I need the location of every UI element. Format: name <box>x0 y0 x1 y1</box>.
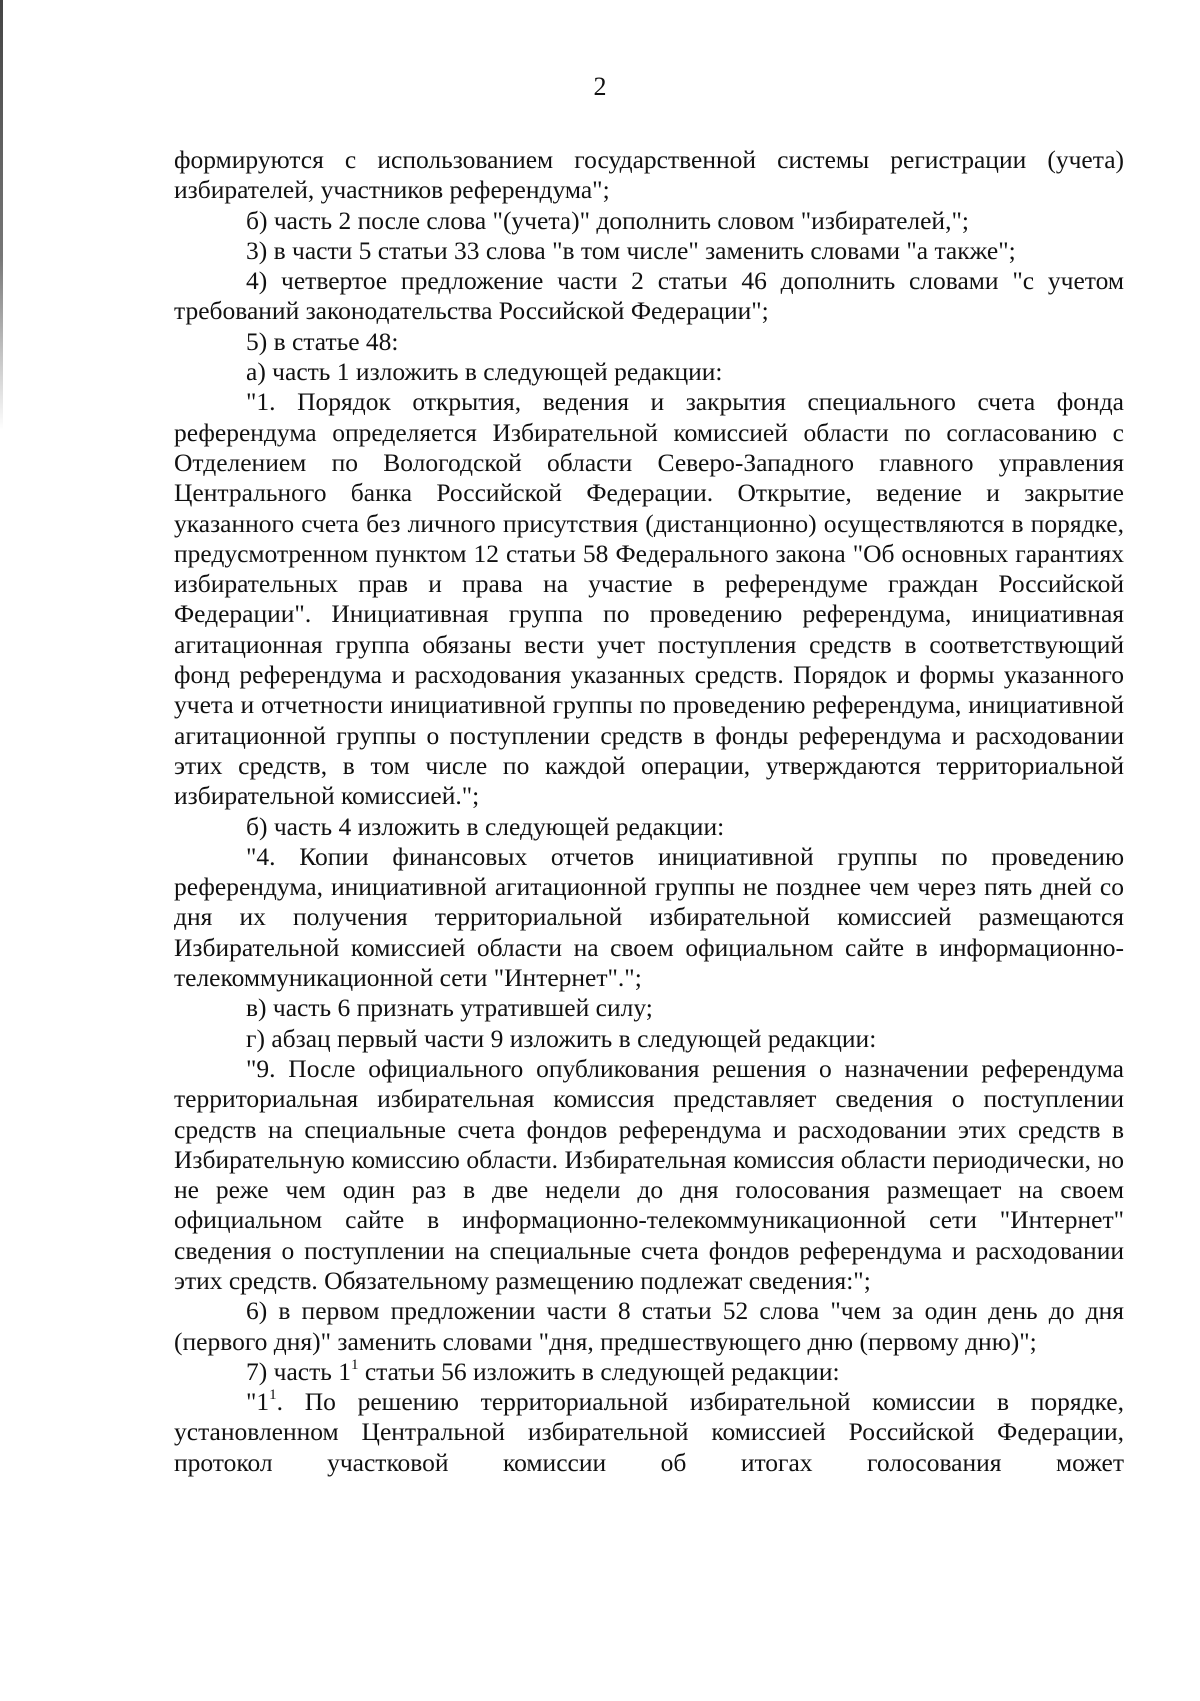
item7-text-superscript: 1 <box>269 1387 277 1404</box>
paragraph-item-g: г) абзац первый части 9 изложить в следующей редакции: <box>246 1023 877 1053</box>
paragraph-part1-text: "1. Порядок открытия, ведения и закрытия специального счета фонда референдума определяется Избирательной комиссией области по согласованию с Отделением по Вологодской области Северо-Западного главного управления Центрального банка Российской Федерации. Открытие, ведение и закрытие указанного счета без личного присутствия (дистанционно) осуществляются в порядке, предусмотренном пунктом 12 статьи 58 Федерального закона "Об основных гарантиях избирательных прав и права на участие в референдуме граждан Российской Федерации". Инициативная группа по проведению референдума, инициативная агитационная группа обязаны вести учет поступления средств в соответствующий фонд референдума и расходования указанных средств. Порядок и формы указанного учета и отчетности инициативной группы по проведению референдума, инициативной агитационной группы о поступлении средств в фонды референдума и расходовании этих средств, в том числе по каждой операции, утверждаются территориальной избирательной комиссией."; <box>174 387 1124 811</box>
scan-edge-artifact <box>0 0 3 430</box>
item7-after: статьи 56 изложить в следующей редакции: <box>358 1356 840 1386</box>
paragraph-item-3: 3) в части 5 статьи 33 слова "в том числе" заменить словами "а также"; <box>246 235 1016 265</box>
paragraph-part1-1-text <box>174 1387 1124 1478</box>
item7-before: 7) часть 1 <box>246 1356 351 1386</box>
document-body <box>174 145 1124 1478</box>
item7-text-before: "1 <box>246 1387 270 1417</box>
paragraph-item-a: а) часть 1 изложить в следующей редакции: <box>246 357 723 387</box>
item7-superscript: 1 <box>350 1356 359 1373</box>
paragraph-item-7 <box>174 1357 1124 1387</box>
page-number: 2 <box>593 72 607 101</box>
paragraph-item-5: 5) в статье 48: <box>246 326 399 356</box>
paragraph-item-4: 4) четвертое предложение части 2 статьи 46 дополнить словами "с учетом требований законодательства Российской Федерации"; <box>174 266 1124 326</box>
paragraph-item-b-part2: б) часть 2 после слова "(учета)" дополнить словом "избирателей,"; <box>246 205 969 235</box>
paragraph-continuation: формируются с использованием государственной системы регистрации (учета) избирателей, участников референдума"; <box>174 145 1124 205</box>
paragraph-item-b-part4: б) часть 4 изложить в следующей редакции: <box>246 811 725 841</box>
paragraph-item-6: 6) в первом предложении части 8 статьи 52 слова "чем за один день до дня (первого дня)" заменить словами "дня, предшествующего дню (первому дню)"; <box>174 1296 1124 1356</box>
paragraph-part4-text: "4. Копии финансовых отчетов инициативной группы по проведению референдума, инициативной агитационной группы не позднее чем через пять дней со дня их получения территориальной избирательной комиссией размещаются Избирательной комиссией области на своем официальном сайте в информационно-телекоммуникационной сети "Интернет"."; <box>174 841 1124 993</box>
paragraph-part9-text: "9. После официального опубликования решения о назначении референдума территориальная избирательная комиссия представляет сведения о поступлении средств на специальные счета фондов референдума и расходовании этих средств в Избирательную комиссию области. Избирательная комиссия области периодически, но не реже чем один раз в две недели до дня голосования размещает на своем официальном сайте в информационно-телекоммуникационной сети "Интернет" сведения о поступлении на специальные счета фондов референдума и расходовании этих средств. Обязательному размещению подлежат сведения:"; <box>174 1053 1124 1295</box>
paragraph-item-v: в) часть 6 признать утратившей силу; <box>246 993 653 1023</box>
item7-text-after: . По решению территориальной избирательной комиссии в порядке, установленном Центральной избирательной комиссией Российской Федерации, протокол участковой комиссии об итогах голосования может <box>174 1387 1124 1477</box>
